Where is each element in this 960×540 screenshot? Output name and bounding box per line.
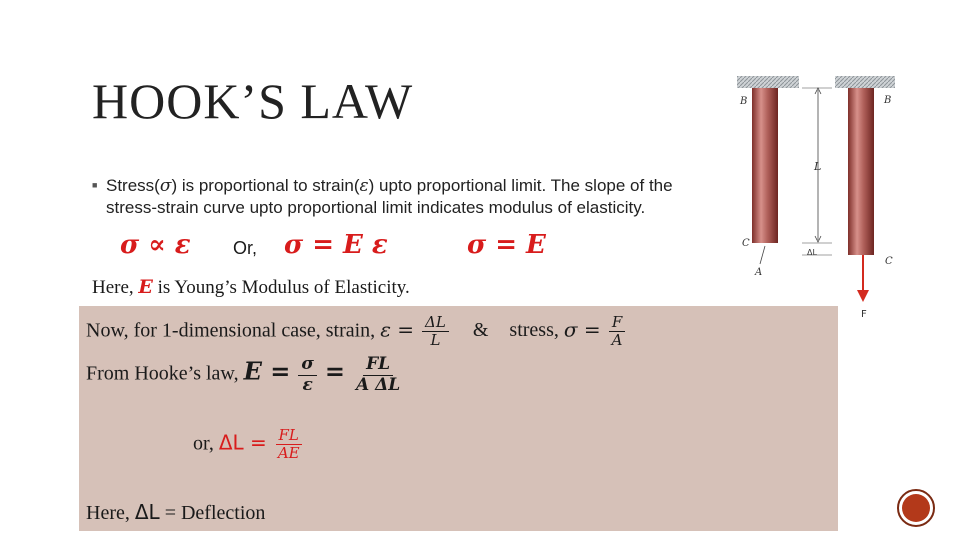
bullet-square-icon: ■ <box>92 180 98 190</box>
frac1-denominator: ε <box>302 374 313 395</box>
left-support-icon <box>737 76 799 88</box>
label-a: A <box>755 267 763 278</box>
frac1-numerator: σ <box>298 355 317 376</box>
strain-numerator: ΔL <box>422 314 449 332</box>
equals-sign: = <box>324 356 345 386</box>
label-b-left: B <box>740 96 748 107</box>
strain-fraction <box>422 314 449 350</box>
strain-symbol: ε = <box>380 317 415 342</box>
frac2-denominator: A ΔL <box>356 374 401 395</box>
bullet-text-part: ) is proportional to strain( <box>171 176 360 195</box>
bullet-text-part: Stress( <box>106 176 160 195</box>
sigma-symbol: σ <box>159 176 172 196</box>
bullet-paragraph <box>92 175 722 218</box>
fl-over-adl-fraction <box>353 355 403 395</box>
frac2-numerator: FL <box>363 355 393 376</box>
epsilon-symbol: ε <box>359 176 369 196</box>
derivation-panel <box>79 306 838 531</box>
stress-fraction <box>609 314 626 350</box>
deflection-label: = Deflection <box>159 502 266 524</box>
ampersand: & <box>472 319 489 342</box>
note-prefix: Here, <box>92 277 139 298</box>
note-suffix: is Young’s Modulus of Elasticity. <box>152 277 410 298</box>
stress-denominator: A <box>611 331 623 350</box>
right-rod <box>848 88 874 255</box>
delta-l-label: ΔL <box>134 500 160 524</box>
force-arrow-icon <box>857 290 869 302</box>
label-l: L <box>814 160 822 173</box>
stress-numerator: F <box>609 314 625 332</box>
line2-text: From Hooke’s law, <box>86 362 244 385</box>
label-b-right: B <box>884 95 892 106</box>
bullet-text <box>106 175 722 218</box>
stress-label: stress, <box>509 319 564 342</box>
line3-text: or, <box>193 432 219 455</box>
bullet-text-part: ) upto proportional limit. The slope of the stress-strain curve upto proportional limit indicates modulus of elasticity. <box>106 176 673 217</box>
slide-title: HOOK’S LAW <box>92 73 414 129</box>
hookes-law-line <box>86 355 406 395</box>
youngs-modulus-note <box>92 276 410 299</box>
label-f: F <box>861 309 867 320</box>
deflection-definition-line <box>86 500 265 525</box>
rod-deflection-figure <box>732 74 902 324</box>
equation-sigma-e: σ = E <box>467 230 546 260</box>
delta-l-symbol: ΔL = <box>218 430 267 455</box>
e-symbol: E <box>138 276 153 298</box>
left-rod <box>752 88 778 243</box>
strain-stress-line <box>86 314 628 350</box>
stress-symbol: σ = <box>563 317 601 342</box>
line1-text: Now, for 1-dimensional case, strain, <box>86 319 381 342</box>
line4-text: Here, <box>86 502 135 524</box>
e-equals-symbol: E = <box>243 356 291 386</box>
slide-number-badge <box>897 489 935 527</box>
slide-number <box>902 494 930 522</box>
strain-denominator: L <box>430 331 441 350</box>
label-c-left: C <box>742 238 750 249</box>
or-label: Or, <box>233 238 258 258</box>
sigma-over-epsilon-fraction <box>298 355 317 395</box>
deflection-formula-line <box>193 427 306 463</box>
fl-over-ae-fraction <box>275 427 303 463</box>
pointer-a-line <box>760 246 765 264</box>
frac3-numerator: FL <box>276 427 302 445</box>
label-c-right: C <box>885 256 893 267</box>
frac3-denominator: AE <box>277 444 300 463</box>
label-delta-l: ΔL <box>807 248 817 257</box>
equation-hooke: σ = E ε <box>284 230 388 260</box>
equation-proportional: σ ∝ ε <box>120 230 191 260</box>
right-support-icon <box>835 76 895 88</box>
